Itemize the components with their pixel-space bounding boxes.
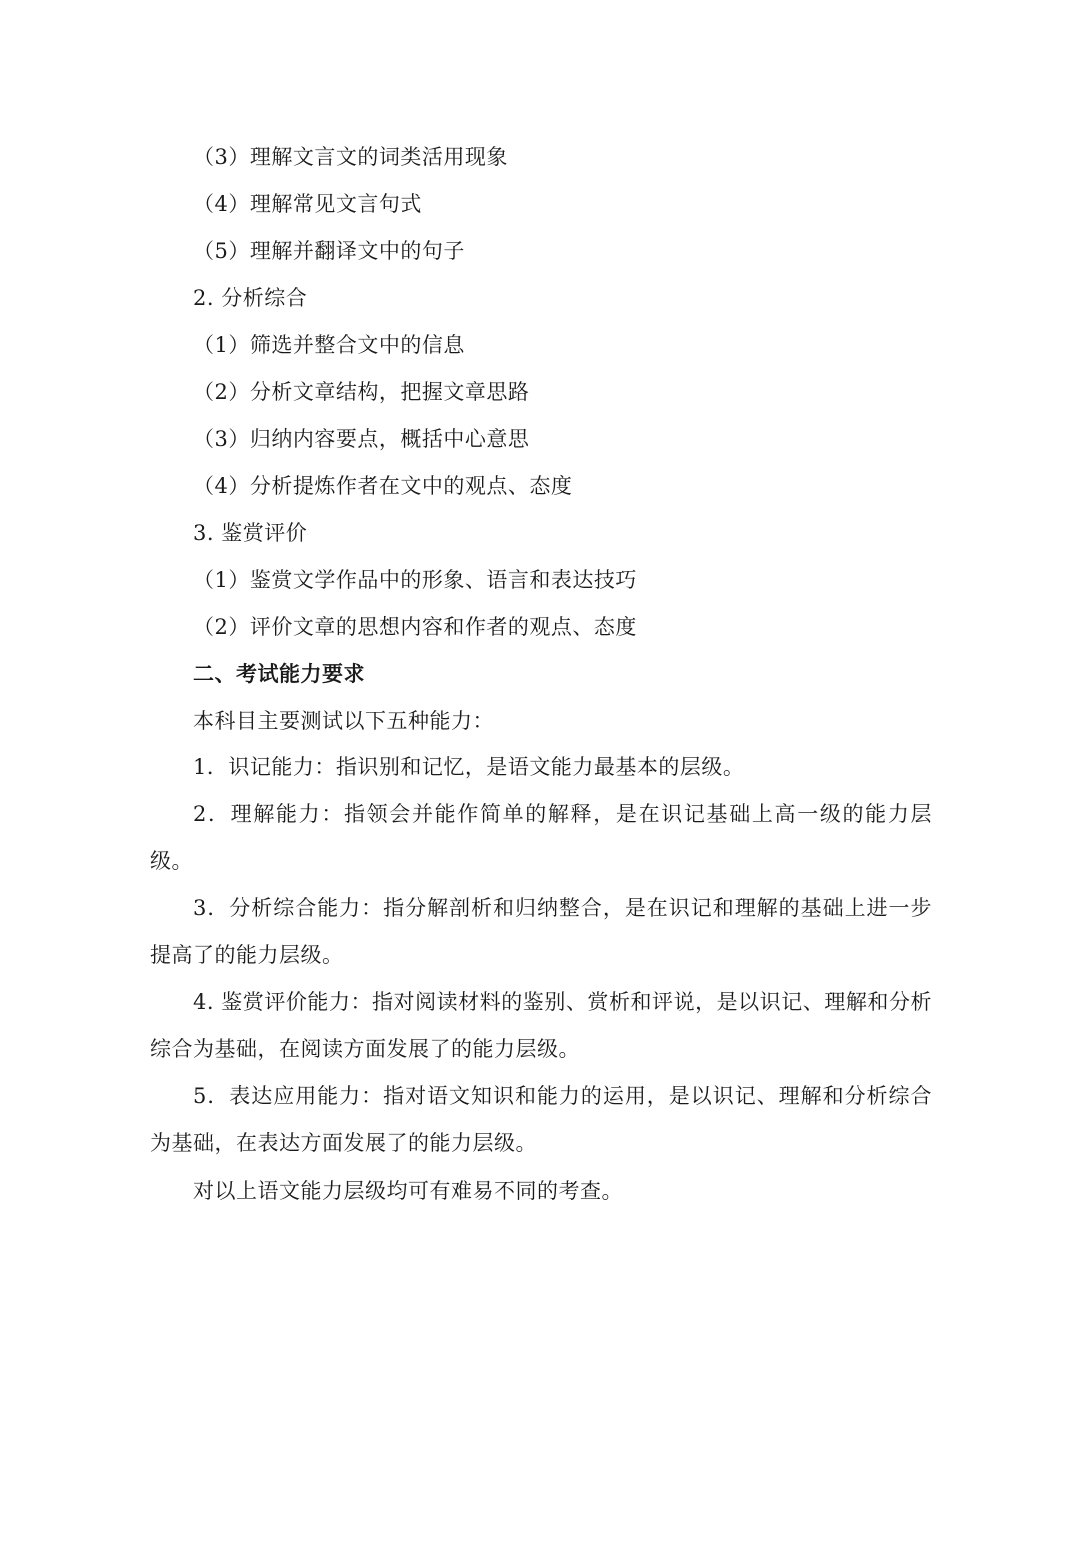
list-item: （1）筛选并整合文中的信息 xyxy=(193,333,465,357)
closing-paragraph: 对以上语文能力层级均可有难易不同的考查。 xyxy=(193,1179,623,1203)
list-item: （3）归纳内容要点，概括中心意思 xyxy=(193,427,530,451)
ability-paragraph: 2．理解能力：指领会并能作简单的解释，是在识记基础上高一级的能力层级。 xyxy=(150,802,932,873)
ability-paragraph: 3．分析综合能力：指分解剖析和归纳整合，是在识记和理解的基础上进一步提高了的能力层级。 xyxy=(150,896,932,967)
ability-paragraph: 5．表达应用能力：指对语文知识和能力的运用，是以识记、理解和分析综合为基础，在表达方面发展了的能力层级。 xyxy=(150,1084,932,1155)
intro-paragraph: 本科目主要测试以下五种能力： xyxy=(193,709,494,733)
list-item: （5）理解并翻译文中的句子 xyxy=(193,239,465,263)
list-item: （3）理解文言文的词类活用现象 xyxy=(193,145,508,169)
ability-paragraph: 4. 鉴赏评价能力：指对阅读材料的鉴别、赏析和评说，是以识记、理解和分析综合为基础，在阅读方面发展了的能力层级。 xyxy=(150,990,932,1061)
list-item: （4）分析提炼作者在文中的观点、态度 xyxy=(193,474,573,498)
list-item: （2）评价文章的思想内容和作者的观点、态度 xyxy=(193,615,637,639)
subsection-title: 3. 鉴赏评价 xyxy=(193,521,308,545)
list-item: （4）理解常见文言句式 xyxy=(193,192,422,216)
subsection-title: 2. 分析综合 xyxy=(193,286,308,310)
list-item: （2）分析文章结构，把握文章思路 xyxy=(193,380,530,404)
section-heading: 二、考试能力要求 xyxy=(193,662,365,686)
list-item: （1）鉴赏文学作品中的形象、语言和表达技巧 xyxy=(193,568,637,592)
ability-paragraph: 1．识记能力：指识别和记忆，是语文能力最基本的层级。 xyxy=(193,755,745,779)
